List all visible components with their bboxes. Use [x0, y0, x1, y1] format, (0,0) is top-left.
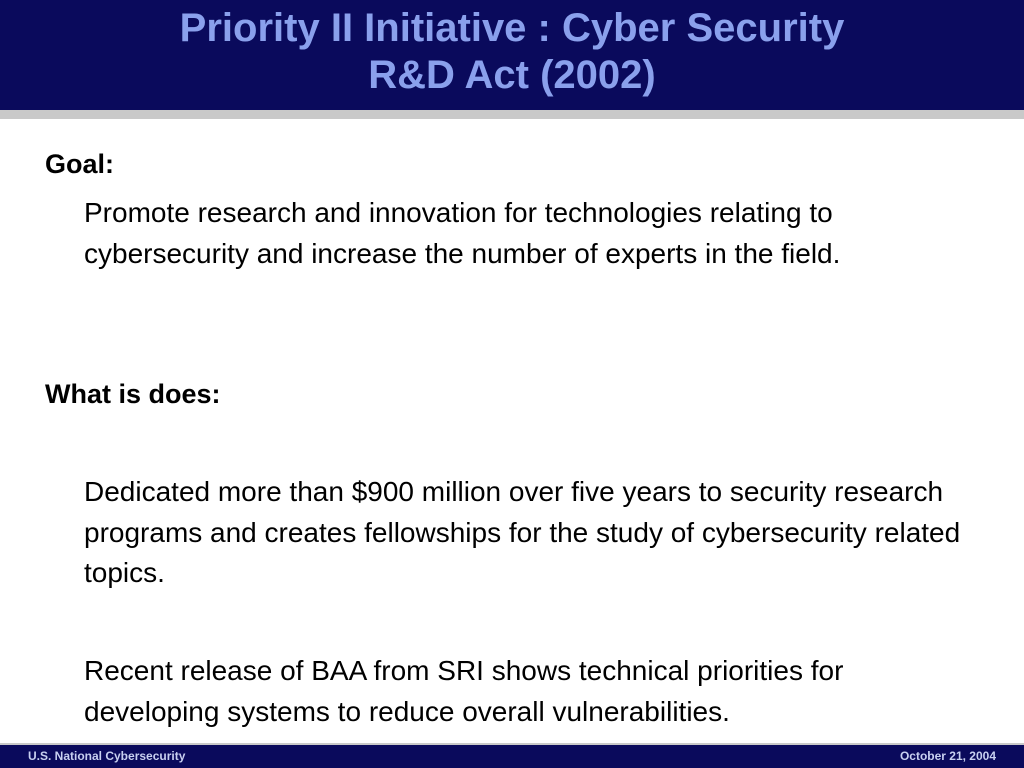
- footer-organization: U.S. National Cybersecurity: [28, 749, 186, 763]
- footer-bar: [0, 743, 1024, 768]
- slide-title-line1: Priority II Initiative : Cyber Security: [179, 6, 845, 50]
- goal-heading: Goal:: [45, 149, 115, 179]
- title-divider: [0, 110, 1024, 119]
- slide-title: [12, 5, 1012, 99]
- slide-title-line2: R&D Act (2002): [368, 53, 656, 97]
- what-it-does-paragraph-1: Dedicated more than $900 million over five years to security research programs and creates fellowships for the study of cybersecurity related topics.: [84, 476, 961, 588]
- what-it-does-heading: What is does:: [45, 379, 221, 409]
- footer-date: October 21, 2004: [899, 749, 996, 763]
- title-bar: [0, 0, 1024, 110]
- goal-text: Promote research and innovation for technologies relating to cybersecurity and increase the number of experts in the field.: [84, 197, 841, 269]
- what-it-does-paragraph-2: Recent release of BAA from SRI shows technical priorities for developing systems to reduce overall vulnerabilities.: [84, 655, 844, 727]
